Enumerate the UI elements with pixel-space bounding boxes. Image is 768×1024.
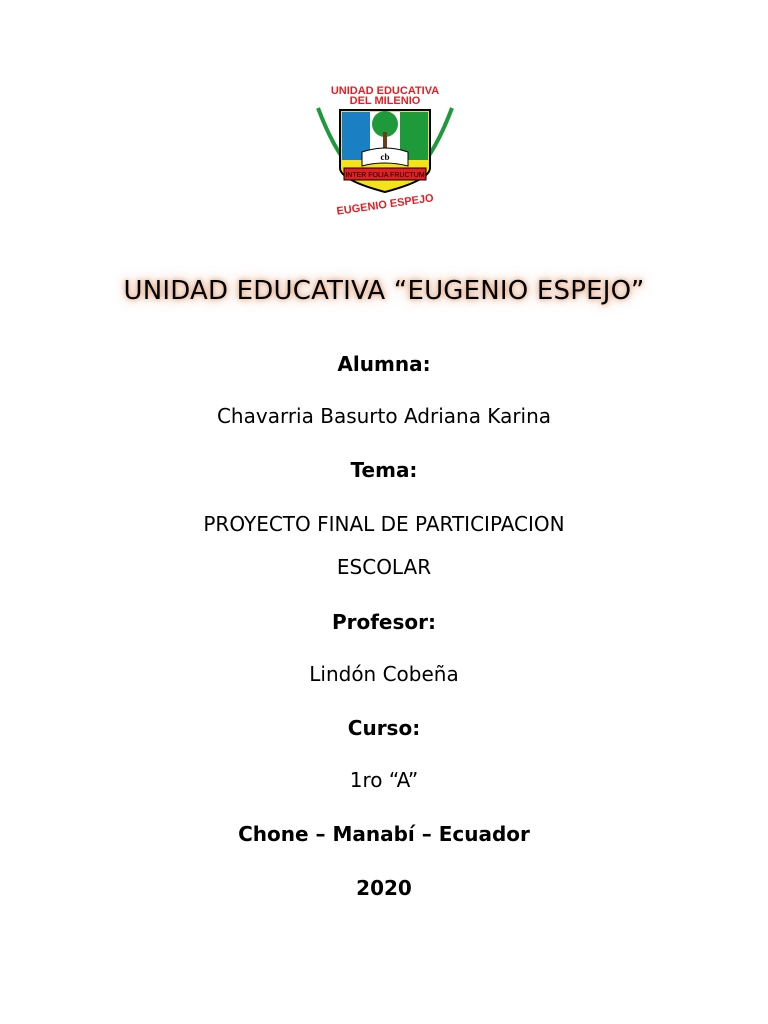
logo-motto: INTER FOLIA FRUCTUM [345,172,425,179]
topic-line-2: ESCOLAR [336,555,432,579]
student-name: Chavarria Basurto Adriana Karina [216,404,552,428]
location: Chone – Manabí – Ecuador [238,822,530,846]
year: 2020 [356,876,412,900]
school-title: UNIDAD EDUCATIVA “EUGENIO ESPEJO” [123,276,645,306]
school-logo [300,80,470,220]
topic-line-1: PROYECTO FINAL DE PARTICIPACION [203,512,565,536]
student-label: Alumna: [337,352,431,376]
logo-top-text-2: DEL MILENIO [349,95,421,107]
course-value: 1ro “A” [349,768,419,792]
logo-bottom-text: EUGENIO ESPEJO [335,192,435,218]
logo-top-text: UNIDAD EDUCATIVA [330,85,440,97]
topic-label: Tema: [350,458,418,482]
teacher-label: Profesor: [331,610,437,634]
teacher-name: Lindón Cobeña [309,662,459,686]
course-label: Curso: [347,716,421,740]
logo-book-letters: cb [380,152,390,162]
